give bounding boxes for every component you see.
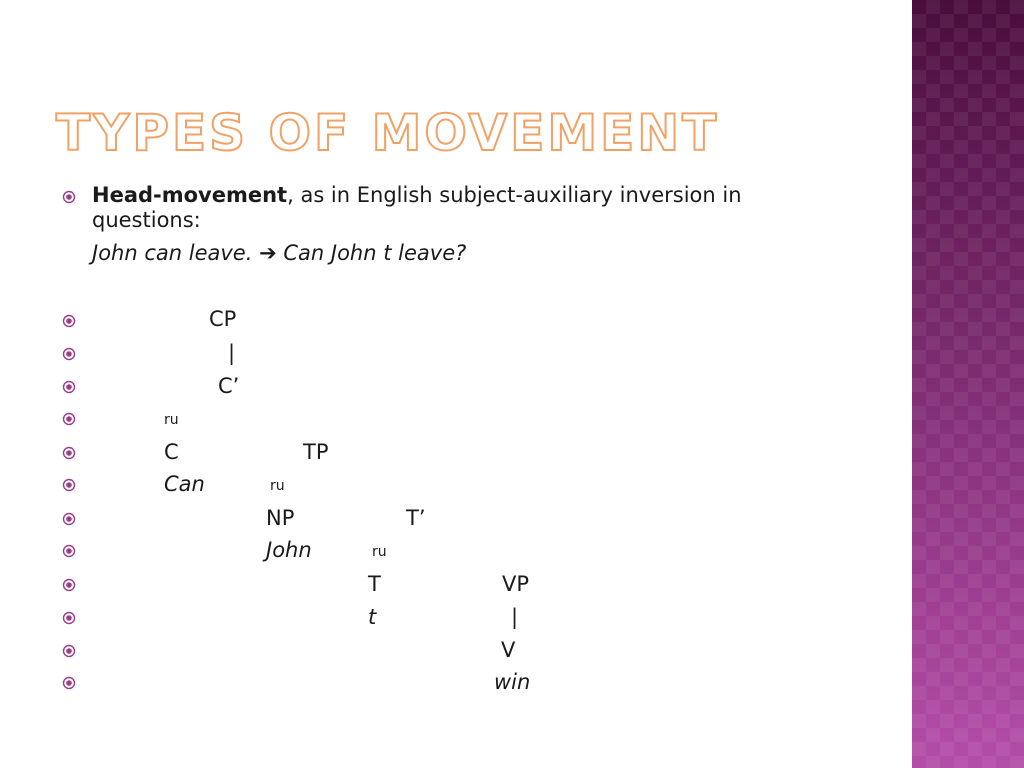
intro-rest: , as in English subject-auxiliary inversion in — [287, 183, 742, 207]
decorative-side-band — [912, 0, 1024, 768]
tree-node-cp: CP — [209, 307, 237, 331]
tree-branch-bar: | — [228, 341, 236, 365]
tree-word-trace: t — [368, 605, 377, 629]
tree-node-c: C — [164, 440, 179, 464]
bullet-icon — [62, 512, 76, 526]
tree-branch-ru: ru — [164, 412, 179, 428]
tree-node-np: NP — [266, 506, 295, 530]
tree-word-john: John — [266, 538, 312, 562]
arrow-icon: ➔ — [259, 241, 277, 265]
tree-branch-ru: ru — [270, 478, 285, 494]
tree-branch-ru: ru — [372, 544, 387, 560]
bullet-icon — [62, 347, 76, 361]
intro-line-1 — [92, 185, 742, 206]
tree-node-tp: TP — [303, 440, 329, 464]
bullet-icon — [62, 190, 76, 204]
bullet-icon — [62, 412, 76, 426]
head-movement-term: Head-movement — [92, 183, 288, 207]
slide-title: TYPES OF MOVEMENT — [56, 104, 720, 162]
tree-node-v: V — [501, 638, 516, 662]
tree-node-t: T — [368, 572, 381, 596]
example-b: Can John t leave? — [283, 241, 467, 265]
tree-branch-bar: | — [511, 605, 519, 629]
example-sentence — [92, 243, 466, 264]
bullet-icon — [62, 380, 76, 394]
intro-line-2: questions: — [92, 208, 201, 232]
bullet-icon — [62, 314, 76, 328]
bullet-icon — [62, 676, 76, 690]
bullet-icon — [62, 578, 76, 592]
example-a: John can leave. — [92, 241, 253, 265]
bullet-icon — [62, 644, 76, 658]
tree-node-tbar: T’ — [406, 506, 426, 530]
bullet-icon — [62, 478, 76, 492]
tree-node-vp: VP — [502, 572, 530, 596]
tree-word-can: Can — [164, 472, 205, 496]
bullet-icon — [62, 446, 76, 460]
tree-word-win: win — [494, 670, 531, 694]
bullet-icon — [62, 544, 76, 558]
tree-node-cbar: C’ — [218, 374, 240, 398]
bullet-icon — [62, 611, 76, 625]
